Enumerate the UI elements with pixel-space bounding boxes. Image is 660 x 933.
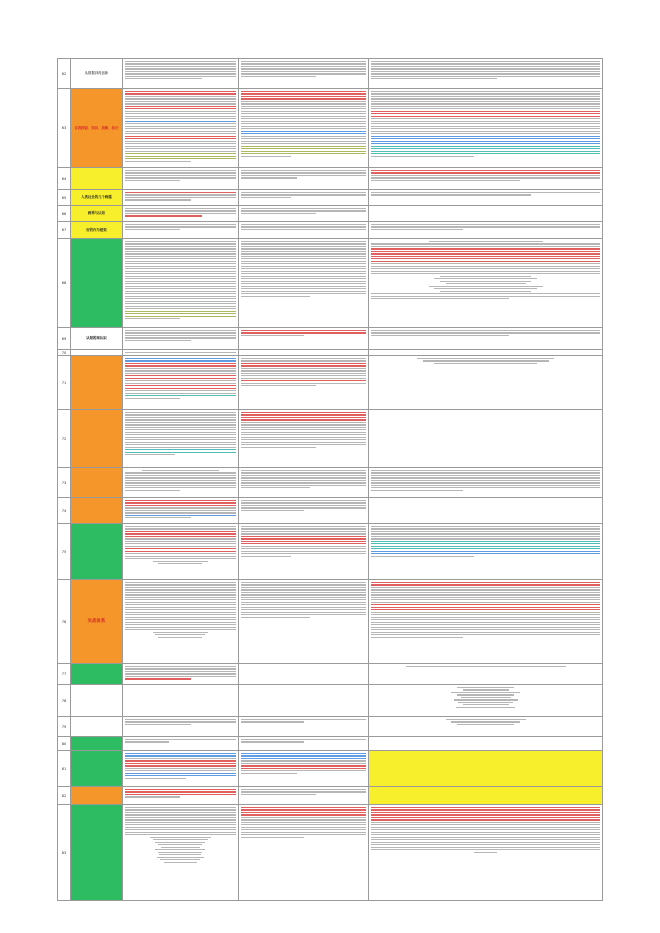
table-row	[58, 580, 603, 664]
row-number: 71	[58, 356, 71, 409]
table-row	[58, 356, 603, 410]
row-number: 77	[58, 664, 71, 684]
topic-title: 认知的再认识	[86, 336, 107, 341]
notes-cell	[123, 664, 239, 684]
notes-cell	[123, 580, 239, 663]
row-number: 75	[58, 524, 71, 579]
notes-cell	[369, 751, 603, 786]
notes-cell	[369, 664, 603, 684]
notes-cell	[369, 498, 603, 523]
notes-cell	[369, 190, 603, 205]
row-topic	[71, 524, 123, 579]
table-row	[58, 498, 603, 524]
table-row	[58, 89, 603, 168]
notes-cell	[369, 787, 603, 804]
notes-cell	[123, 350, 239, 355]
notes-cell	[369, 59, 603, 88]
row-topic	[71, 580, 123, 663]
notes-cell	[123, 206, 239, 221]
table-row	[58, 664, 603, 685]
row-topic	[71, 787, 123, 804]
row-topic	[71, 717, 123, 736]
row-number: 64	[58, 168, 71, 189]
row-number: 62	[58, 59, 71, 88]
row-number: 74	[58, 498, 71, 523]
row-number: 63	[58, 89, 71, 167]
notes-cell	[369, 168, 603, 189]
row-number: 73	[58, 468, 71, 497]
row-topic	[71, 222, 123, 238]
notes-cell	[239, 468, 370, 497]
row-topic	[71, 410, 123, 467]
spreadsheet-table	[57, 58, 603, 901]
notes-cell	[123, 524, 239, 579]
row-topic	[71, 239, 123, 327]
table-row	[58, 717, 603, 737]
table-row	[58, 222, 603, 239]
row-topic	[71, 751, 123, 786]
notes-cell	[369, 580, 603, 663]
table-row	[58, 410, 603, 468]
notes-cell	[123, 222, 239, 238]
notes-cell	[123, 328, 239, 349]
table-row	[58, 685, 603, 717]
notes-cell	[239, 787, 370, 804]
notes-cell	[369, 717, 603, 736]
notes-cell	[239, 206, 370, 221]
notes-cell	[123, 356, 239, 409]
notes-cell	[239, 751, 370, 786]
notes-cell	[369, 468, 603, 497]
row-topic	[71, 168, 123, 189]
table-row	[58, 787, 603, 805]
notes-cell	[369, 206, 603, 221]
table-row	[58, 239, 603, 328]
row-number: 79	[58, 717, 71, 736]
notes-cell	[239, 168, 370, 189]
notes-cell	[369, 737, 603, 750]
row-number: 68	[58, 239, 71, 327]
topic-title: 从数据到再创新	[84, 71, 109, 76]
notes-cell	[123, 168, 239, 189]
row-number: 82	[58, 787, 71, 804]
topic-title: 实战体系	[87, 618, 106, 624]
notes-cell	[369, 805, 603, 900]
notes-cell	[239, 59, 370, 88]
notes-cell	[123, 498, 239, 523]
notes-cell	[239, 356, 370, 409]
notes-cell	[239, 89, 370, 167]
table-row	[58, 206, 603, 222]
table-row	[58, 468, 603, 498]
notes-cell	[369, 356, 603, 409]
row-topic	[71, 498, 123, 523]
notes-cell	[123, 468, 239, 497]
notes-cell	[239, 410, 370, 467]
notes-cell	[123, 805, 239, 900]
row-number: 80	[58, 737, 71, 750]
row-topic	[71, 737, 123, 750]
table-row	[58, 737, 603, 751]
table-row	[58, 524, 603, 580]
row-topic	[71, 805, 123, 900]
notes-cell	[123, 59, 239, 88]
notes-cell	[239, 190, 370, 205]
notes-cell	[123, 89, 239, 167]
topic-title: 好的作为框架	[86, 227, 107, 232]
row-topic	[71, 685, 123, 716]
notes-cell	[123, 239, 239, 327]
notes-cell	[239, 222, 370, 238]
notes-cell	[123, 685, 239, 716]
notes-cell	[239, 685, 370, 716]
notes-cell	[123, 737, 239, 750]
notes-cell	[369, 350, 603, 355]
row-topic	[71, 350, 123, 355]
notes-cell	[239, 239, 370, 327]
row-topic	[71, 664, 123, 684]
row-number: 69	[58, 328, 71, 349]
notes-cell	[239, 805, 370, 900]
notes-cell	[239, 328, 370, 349]
notes-cell	[239, 664, 370, 684]
notes-cell	[239, 498, 370, 523]
notes-cell	[123, 717, 239, 736]
table-row	[58, 805, 603, 901]
table-row	[58, 190, 603, 206]
notes-cell	[239, 350, 370, 355]
table-row	[58, 751, 603, 787]
notes-cell	[369, 328, 603, 349]
row-topic	[71, 468, 123, 497]
notes-cell	[369, 410, 603, 467]
notes-cell	[239, 524, 370, 579]
notes-cell	[123, 787, 239, 804]
row-topic	[71, 356, 123, 409]
notes-cell	[369, 89, 603, 167]
row-topic	[71, 190, 123, 205]
notes-cell	[123, 190, 239, 205]
table-row	[58, 328, 603, 350]
row-topic	[71, 89, 123, 167]
row-topic	[71, 328, 123, 349]
row-number: 78	[58, 685, 71, 716]
row-number: 65	[58, 190, 71, 205]
row-number: 76	[58, 580, 71, 663]
notes-cell	[369, 685, 603, 716]
notes-cell	[239, 580, 370, 663]
table-row	[58, 168, 603, 190]
row-topic	[71, 59, 123, 88]
topic-title: 自我探索、知识、战略、执行	[74, 125, 119, 130]
topic-title: 跨界与认知	[87, 211, 105, 216]
row-number: 70	[58, 350, 71, 355]
row-number: 81	[58, 751, 71, 786]
row-number: 67	[58, 222, 71, 238]
notes-cell	[123, 410, 239, 467]
row-topic	[71, 206, 123, 221]
row-number: 72	[58, 410, 71, 467]
notes-cell	[239, 737, 370, 750]
row-number: 83	[58, 805, 71, 900]
notes-cell	[123, 751, 239, 786]
notes-cell	[369, 239, 603, 327]
notes-cell	[239, 717, 370, 736]
table-row	[58, 59, 603, 89]
topic-title: 人类社会的几个跨越	[81, 195, 112, 200]
notes-cell	[369, 524, 603, 579]
notes-cell	[369, 222, 603, 238]
row-number: 66	[58, 206, 71, 221]
